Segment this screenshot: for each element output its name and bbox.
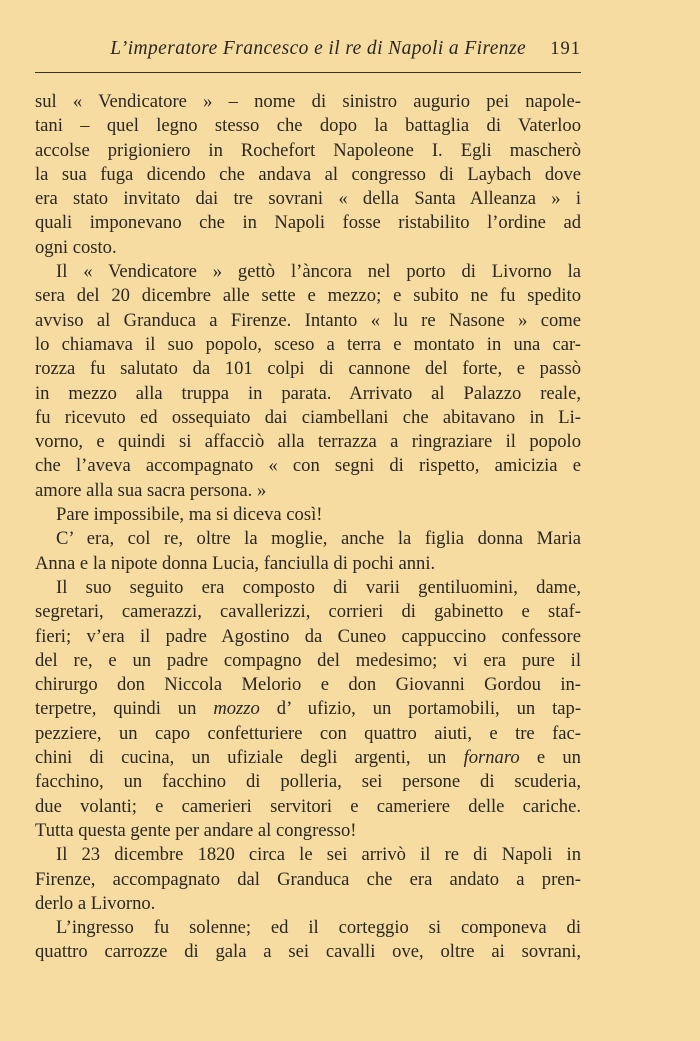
page-header	[35, 36, 581, 73]
text-line: rozza fu salutato da 101 colpi di cannone del forte, e passò	[35, 358, 581, 380]
text-line	[35, 746, 581, 770]
text-line: fu ricevuto ed ossequiato dai ciambellani che abitavano in Li-	[35, 406, 581, 428]
text-line: C’ era, col re, oltre la moglie, anche la figlia donna Maria	[56, 528, 581, 550]
text-line: Il « Vendicatore » gettò l’àncora nel porto di Livorno la	[56, 261, 581, 283]
text-line: amore alla sua sacra persona. »	[35, 479, 267, 501]
page-number: 191	[550, 39, 581, 59]
text-line: Anna e la nipote donna Lucia, fanciulla di pochi anni.	[35, 552, 436, 574]
text-line: derlo a Livorno.	[35, 892, 156, 914]
text-line: chirurgo don Niccola Melorio e don Giovanni Gordou in-	[35, 674, 581, 696]
text-line: segretari, camerazzi, cavallerizzi, corrieri di gabinetto e staf-	[35, 601, 581, 623]
text-line: pezziere, un capo confetturiere con quattro aiuti, e tre fac-	[35, 722, 581, 744]
text-line: quattro carrozze di gala a sei cavalli ove, oltre ai sovrani,	[35, 941, 581, 963]
text-line: accolse prigioniero in Rochefort Napoleone I. Egli mascherò	[35, 139, 581, 161]
text-line: fieri; v’era il padre Agostino da Cuneo cappuccino confessore	[35, 625, 581, 647]
text-line: ogni costo.	[35, 236, 117, 258]
text-line: avviso al Granduca a Firenze. Intanto « lu re Nasone » come	[35, 309, 581, 331]
text-line: L’ingresso fu solenne; ed il corteggio si componeva di	[56, 917, 581, 939]
text-line: vorno, e quindi si affacciò alla terrazza a ringraziare il popolo	[35, 431, 581, 453]
text-line: Il suo seguito era composto di varii gentiluomini, dame,	[56, 576, 581, 598]
text-line: era stato invitato dai tre sovrani « della Santa Alleanza » i	[35, 188, 581, 210]
text-line: Il 23 dicembre 1820 circa le sei arrivò il re di Napoli in	[56, 844, 581, 866]
text-segment: terpetre, quindi un	[35, 698, 197, 720]
text-segment: chini di cucina, un ufiziale degli argenti, un	[35, 747, 447, 769]
italic-word: fornaro	[463, 747, 520, 769]
text-line	[35, 697, 581, 721]
text-line: facchino, un facchino di polleria, sei persone di scuderia,	[35, 771, 581, 793]
text-line: tani – quel legno stesso che dopo la battaglia di Vaterloo	[35, 115, 581, 137]
text-line: due volanti; e camerieri servitori e cameriere delle cariche.	[35, 795, 581, 817]
running-title: L’imperatore Francesco e il re di Napoli a Firenze	[110, 38, 526, 59]
italic-word: mozzo	[213, 698, 260, 720]
text-line: quali imponevano che in Napoli fosse ristabilito l’ordine ad	[35, 212, 581, 234]
text-line: lo chiamava il suo popolo, sceso a terra e montato in una car-	[35, 333, 581, 355]
text-line: che l’aveva accompagnato « con segni di rispetto, amicizia e	[35, 455, 581, 477]
text-line: sera del 20 dicembre alle sette e mezzo; e subito ne fu spedito	[35, 285, 581, 307]
text-line: sul « Vendicatore » – nome di sinistro augurio pei napole-	[35, 91, 581, 112]
text-line: del re, e un padre compagno del medesimo; vi era pure il	[35, 649, 581, 671]
text-line: la sua fuga dicendo che andava al congresso di Laybach dove	[35, 163, 581, 185]
text-line: in mezzo alla truppa in parata. Arrivato al Palazzo reale,	[35, 382, 581, 404]
text-segment: d’ ufizio, un portamobili, un tap-	[276, 698, 582, 720]
text-line: Firenze, accompagnato dal Granduca che era andato a pren-	[35, 868, 581, 890]
body-text	[35, 90, 581, 965]
text-line: Tutta questa gente per andare al congresso!	[35, 819, 357, 841]
text-line: Pare impossibile, ma si diceva così!	[56, 504, 323, 526]
text-segment: e un	[536, 747, 581, 769]
